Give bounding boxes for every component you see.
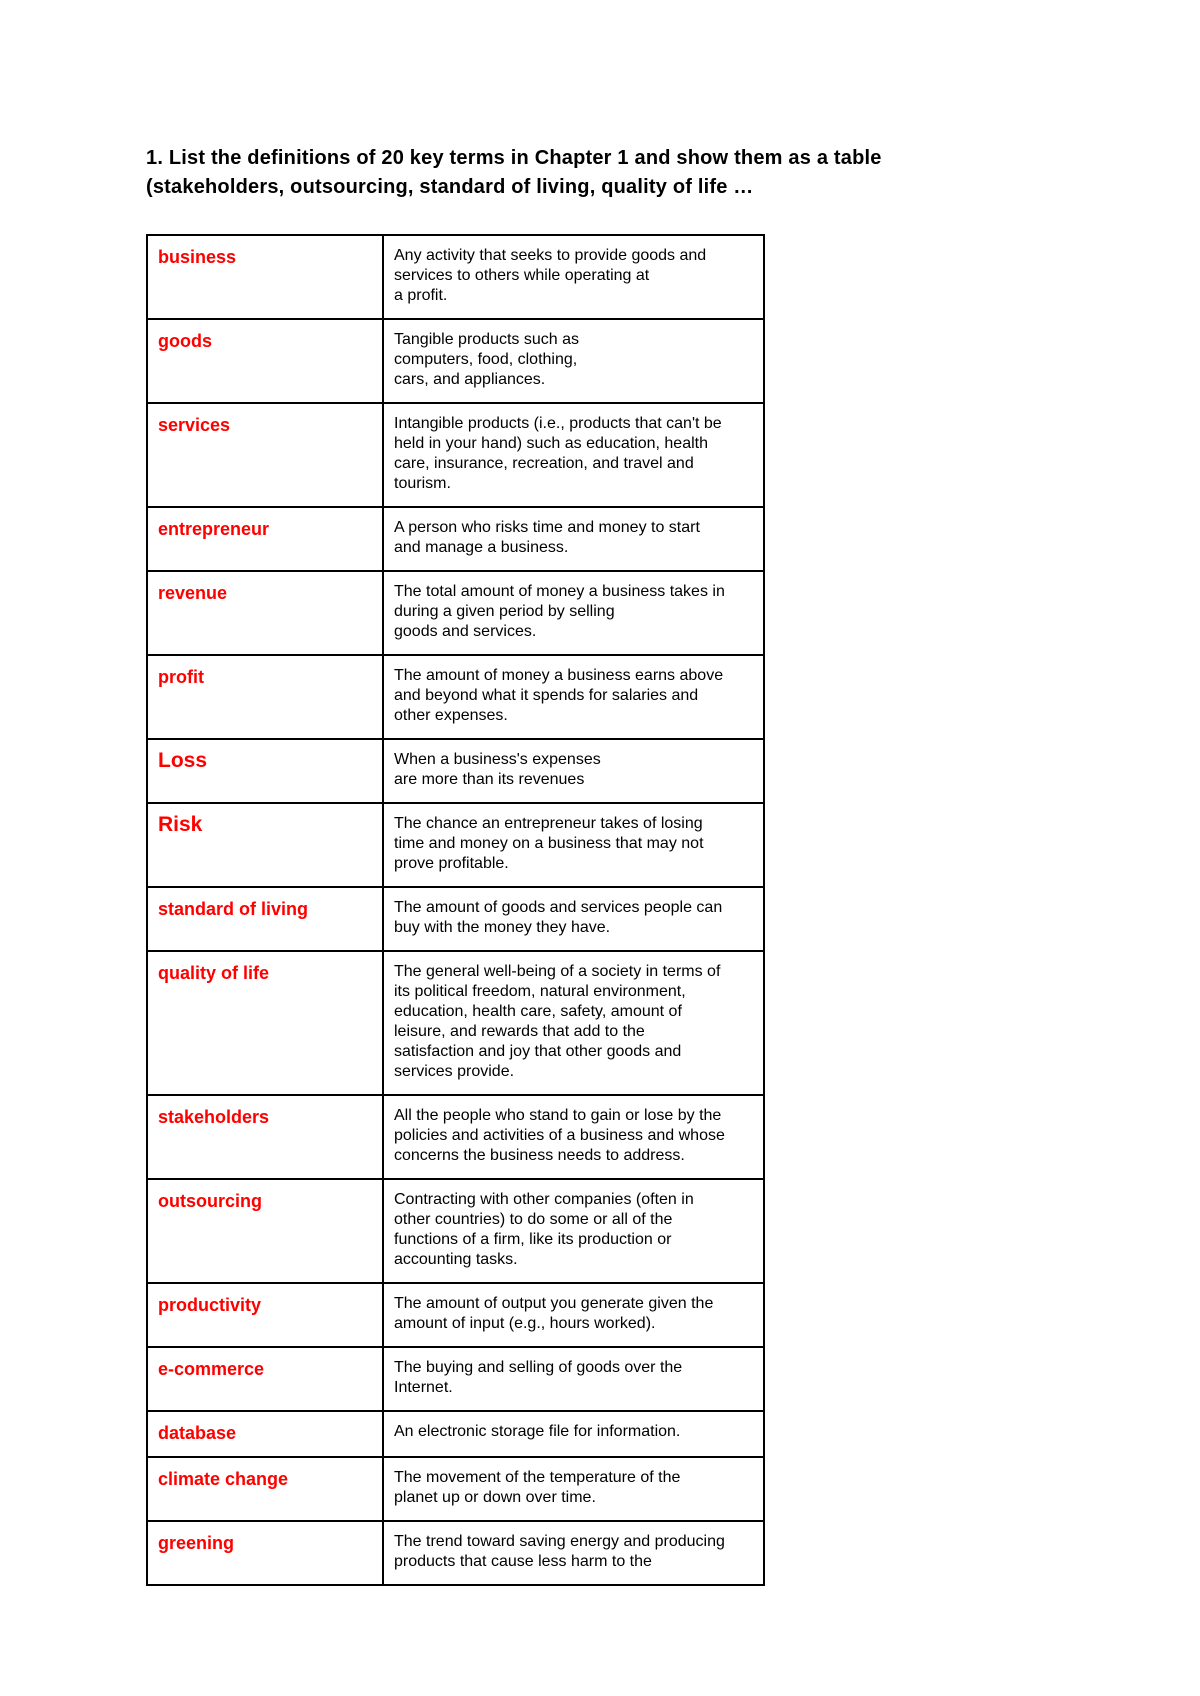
definition-line: An electronic storage file for information. — [394, 1423, 681, 1440]
definition-line: Any activity that seeks to provide goods and — [394, 247, 707, 264]
table-row — [147, 739, 764, 803]
term-cell: goods — [147, 319, 383, 403]
definition-cell — [383, 739, 764, 803]
term-cell: services — [147, 403, 383, 507]
definition-line: concerns the business needs to address. — [394, 1147, 685, 1164]
term-cell: quality of life — [147, 951, 383, 1095]
definition-cell — [383, 235, 764, 319]
definition-cell — [383, 1283, 764, 1347]
definition-line: The total amount of money a business takes in — [394, 583, 725, 600]
definition-cell — [383, 1095, 764, 1179]
table-row — [147, 951, 764, 1095]
definition-line: The general well-being of a society in terms of — [394, 963, 721, 980]
table-row — [147, 1283, 764, 1347]
definition-line: All the people who stand to gain or lose by the — [394, 1107, 722, 1124]
term-cell: stakeholders — [147, 1095, 383, 1179]
definition-line: education, health care, safety, amount of — [394, 1003, 682, 1020]
definition-line: functions of a firm, like its production or — [394, 1231, 672, 1248]
term-cell: productivity — [147, 1283, 383, 1347]
table-row — [147, 571, 764, 655]
definition-line: When a business's expenses — [394, 751, 601, 768]
definition-cell — [383, 887, 764, 951]
key-terms-table-body — [147, 235, 764, 1585]
definition-line: The trend toward saving energy and producing — [394, 1533, 725, 1550]
definition-line: satisfaction and joy that other goods and — [394, 1043, 682, 1060]
definition-cell — [383, 951, 764, 1095]
definition-line: services provide. — [394, 1063, 515, 1080]
definition-cell — [383, 1457, 764, 1521]
term-cell: standard of living — [147, 887, 383, 951]
definition-line: Tangible products such as — [394, 331, 579, 348]
term-cell: profit — [147, 655, 383, 739]
definition-cell — [383, 803, 764, 887]
term-cell: database — [147, 1411, 383, 1457]
table-row — [147, 1411, 764, 1457]
definition-line: Intangible products (i.e., products that can't be — [394, 415, 722, 432]
definition-line: a profit. — [394, 287, 448, 304]
definition-line: and beyond what it spends for salaries and — [394, 687, 699, 704]
heading-line-1: 1. List the definitions of 20 key terms in Chapter 1 and show them as a table — [146, 147, 882, 169]
definition-line: Contracting with other companies (often in — [394, 1191, 694, 1208]
table-row — [147, 1457, 764, 1521]
definition-line: computers, food, clothing, — [394, 351, 578, 368]
definition-line: time and money on a business that may not — [394, 835, 704, 852]
definition-line: amount of input (e.g., hours worked). — [394, 1315, 656, 1332]
definition-cell — [383, 403, 764, 507]
table-row — [147, 319, 764, 403]
definition-cell — [383, 655, 764, 739]
term-cell: revenue — [147, 571, 383, 655]
definition-line: goods and services. — [394, 623, 537, 640]
term-cell: business — [147, 235, 383, 319]
table-row — [147, 655, 764, 739]
definition-line: The chance an entrepreneur takes of losing — [394, 815, 703, 832]
definition-line: The amount of goods and services people can — [394, 899, 723, 916]
definition-line: accounting tasks. — [394, 1251, 518, 1268]
definition-line: prove profitable. — [394, 855, 509, 872]
definition-line: cars, and appliances. — [394, 371, 546, 388]
table-row — [147, 403, 764, 507]
definition-cell — [383, 1521, 764, 1585]
definition-line: A person who risks time and money to start — [394, 519, 700, 536]
definition-line: during a given period by selling — [394, 603, 615, 620]
definition-line: products that cause less harm to the — [394, 1553, 652, 1570]
definition-line: its political freedom, natural environment, — [394, 983, 686, 1000]
term-cell: entrepreneur — [147, 507, 383, 571]
term-cell: Risk — [147, 803, 383, 887]
table-row — [147, 1095, 764, 1179]
definition-line: The movement of the temperature of the — [394, 1469, 681, 1486]
definition-line: and manage a business. — [394, 539, 569, 556]
definition-line: The amount of money a business earns above — [394, 667, 724, 684]
definition-cell — [383, 1411, 764, 1457]
definition-line: leisure, and rewards that add to the — [394, 1023, 645, 1040]
definition-line: other countries) to do some or all of the — [394, 1211, 673, 1228]
definition-line: Internet. — [394, 1379, 453, 1396]
term-cell: climate change — [147, 1457, 383, 1521]
table-row — [147, 1521, 764, 1585]
term-cell: Loss — [147, 739, 383, 803]
definition-line: The amount of output you generate given the — [394, 1295, 714, 1312]
definition-line: held in your hand) such as education, health — [394, 435, 708, 452]
term-cell: greening — [147, 1521, 383, 1585]
definition-line: are more than its revenues — [394, 771, 585, 788]
table-row — [147, 1347, 764, 1411]
table-row — [147, 507, 764, 571]
definition-cell — [383, 1347, 764, 1411]
key-terms-table — [146, 234, 765, 1586]
term-cell: e-commerce — [147, 1347, 383, 1411]
definition-line: buy with the money they have. — [394, 919, 611, 936]
definition-cell — [383, 571, 764, 655]
heading-line-2: (stakeholders, outsourcing, standard of living, quality of life … — [146, 176, 754, 198]
definition-line: policies and activities of a business and whose — [394, 1127, 725, 1144]
term-cell: outsourcing — [147, 1179, 383, 1283]
definition-cell — [383, 319, 764, 403]
table-row — [147, 803, 764, 887]
definition-line: The buying and selling of goods over the — [394, 1359, 683, 1376]
table-row — [147, 1179, 764, 1283]
definition-line: care, insurance, recreation, and travel and — [394, 455, 694, 472]
definition-line: tourism. — [394, 475, 451, 492]
definition-line: services to others while operating at — [394, 267, 650, 284]
question-heading — [146, 144, 1046, 202]
definition-line: planet up or down over time. — [394, 1489, 596, 1506]
table-row — [147, 887, 764, 951]
definition-line: other expenses. — [394, 707, 508, 724]
definition-cell — [383, 507, 764, 571]
definition-cell — [383, 1179, 764, 1283]
table-row — [147, 235, 764, 319]
